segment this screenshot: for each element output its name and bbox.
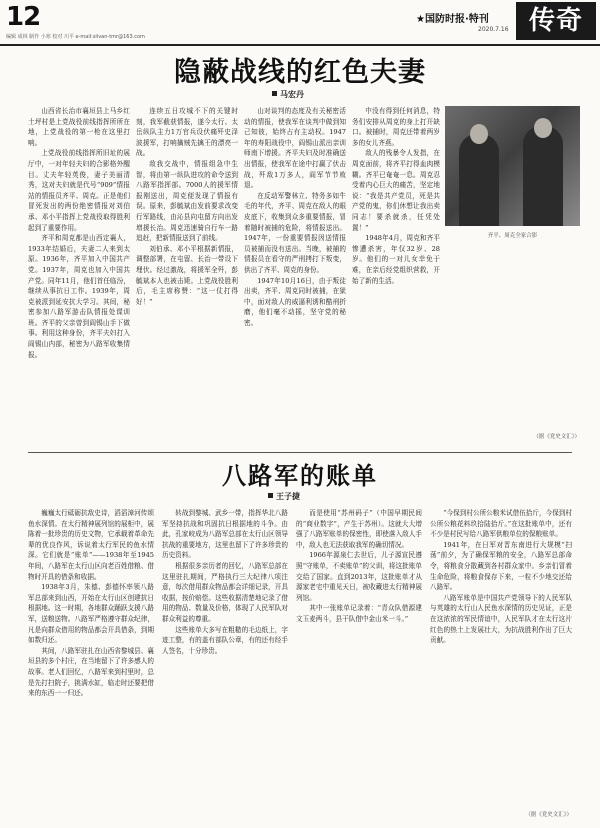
article1-column-4: [445, 246, 580, 426]
issue-date: 2020.7.16: [478, 26, 509, 33]
paragraph: 敌人的残暴令人发指，在周克面前，将齐平打得血肉模糊。齐平已奄奄一息。周克忍受着内心巨大的痛苦，坚定地说：“我是共产党员，死是共产党的鬼，你们休想让我出卖同志！要杀就杀，任凭处置！”: [352, 149, 440, 232]
article1-author: 马宏丹: [280, 90, 304, 99]
editor-credits: 编辑 成林 制作 小寒 校对 川平 e-mail:silvan-tmr@163.com: [6, 34, 145, 40]
page-number: 12: [6, 2, 41, 32]
article2-column-1: [28, 508, 154, 818]
paragraph: 山西省长治市襄垣县上马乡红土坪村是上党战役前线指挥所所在地，上党战役的第一枪在这里打响。: [28, 107, 130, 147]
paragraph: 转战到黎城、武乡一带，指挥华北八路军坚持抗战和巩固抗日根据地的斗争。由此，孔家峧成为八路军总部在太行山区领导抗战的重要地方，这里也留下了许多珍贵的历史资料。: [162, 509, 288, 560]
paragraph: 山对谈判的态度及有关秘密活动的情报，使我军在谈判中做到知己知彼，始终占有主动权。1947年的寿阳战役中，阎锡山派出亲训师南下增援。齐平夫妇及时准确送出情报，使我军在途中打赢了伏击战，歼敌1万多人，阎军节节败退。: [244, 107, 346, 190]
article1-byline: [272, 89, 304, 100]
article2-column-3: [296, 508, 422, 818]
byline-square-icon: [272, 91, 277, 96]
article2-column-2: [162, 508, 288, 818]
paragraph: 而是使用“苏州码子”（中国早期民间的“商业数字”，产生于苏州）。这就大大增强了八路军账单的保密性，即使落入敌人手中，敌人也无法获取我军的确切情况。: [296, 509, 422, 549]
paragraph: 中没有得到任何消息，特务们安排从周克的身上打开缺口。被捕时，周克还带着两岁多的女儿齐燕。: [352, 107, 440, 147]
paragraph: 1941年，在日军对晋东南进行大规模“扫荡”前夕，为了确保军粮的安全，八路军总部命令，将粮食分散藏到各村群众家中。乡亲们冒着生命危险，将粮食保存下来，一粒不少地交还给八路军。: [430, 540, 572, 592]
paragraph: 上党战役前线指挥所旧址的展厅中，一对年轻夫妇的合影格外醒目。丈夫年轻英俊，妻子美丽清秀，这对夫妇就是代号“909”情报站的情报员齐平、周克。正是他们冒死发出的两份绝密情报对刘伯承、邓小平指挥上党战役取得胜利起到了重要作用。: [28, 149, 130, 232]
paragraph: 刘伯承、邓小平根据新情报，调整部署，在屯留、长治一带设下埋伏。经过激战，将援军全歼，彭毓斌本人也被击毙。上党战役胜利后，毛主席称赞：“这一仗打得好！”: [136, 244, 238, 306]
article2-byline: [268, 491, 300, 502]
column-badge: 传奇: [516, 2, 596, 40]
paragraph: 在反动军警林立、特务多如牛毛的年代，齐平、周克在敌人的眼皮底下，收集到众多重要情报，冒着随时被捕的危险，将情报送出。1947年，一份重要情报因送情报员被捕而没有送出。当晚，被捕的情报员在看守的严刑拷打下叛变，供出了齐平、周克的身份。: [244, 191, 346, 274]
paragraph: 其间，八路军驻扎在山西省黎城县、襄垣县的多个村庄，在当地留下了许多感人的故事。老人们回忆，八路军来到村里时，总是先打扫院子，挑满水缸，临走时还要把借来的东西一一归还。: [28, 646, 154, 698]
article1-column-2: [136, 106, 238, 446]
article2-author: 王子捷: [276, 492, 300, 501]
article2-column-4: [430, 508, 572, 808]
article2-title: 八路军的账单: [222, 462, 378, 490]
paragraph: 其中一张账单记录着：“青众队借源建文玉麦两斗，县干队借中金山米一斗。”: [296, 604, 422, 623]
article1-column-3: [244, 106, 346, 446]
paragraph: 这些账单大多写在粗糙的毛边纸上，字迹工整，有的盖有部队公章，有的还有经手人签名，十分珍贵。: [162, 625, 288, 655]
paragraph: 敌我交战中，情报组急中生智，将由第一纵队进攻的命令送到八路军指挥部。7000人的援军情报刚送出，周克便发现了情报有误。原来，彭毓斌由发前要求改变行军路线，由沁县向屯留方向出发增援长治。周克迅速骑自行车一路追赶，把新情报送到了前线。: [136, 159, 238, 243]
paragraph: 1947年10月16日，由于叛徒出卖，齐平、周克同时被捕，在狱中，面对敌人的威逼利诱和酷刑折磨，他们毫不动摇，坚守党的秘密。: [244, 276, 346, 327]
article2-source: （据《党史文汇》）: [525, 812, 572, 818]
section-divider: [28, 452, 572, 453]
paragraph: 1966年源泉仁去世后，儿子源宣民遵照“守账单，不卖账单”的父训，将这批账单交给了国家。直到2013年，这批账单才从源家老宅中重见天日，被收藏进太行精神展列馆。: [296, 551, 422, 602]
page-header: [0, 0, 600, 44]
family-photo: [445, 106, 580, 226]
paragraph: 根据很多亲历者的回忆，八路军总部在这里驻扎期间，严格执行三大纪律八项注意，每次借用群众物品都会详细记录，开具收据，按价赔偿。这些收据清楚地记录了借用的物品、数量及价格，体现了人民军队对群众利益的尊重。: [162, 561, 288, 623]
byline-square-icon: [268, 493, 273, 498]
article1-source: （据《党史文汇》）: [533, 434, 580, 440]
paragraph: 八路军账单是中国共产党领导下的人民军队与英雄的太行山人民鱼水深情的历史见证，正是在这浓浓的军民情谊中，人民军队才在太行这片红色的热土上发展壮大，为抗战胜利作出了巨大贡献。: [430, 593, 572, 645]
paragraph: 连续五日攻城不下的关键时刻，我军截获情报，遂今太行、太岳纵队主力1万官兵设伏痛歼史泽波援军，打响擒贼先擒王的漂亮一战。: [136, 107, 238, 158]
paragraph: 1938年3月，朱德、彭德怀率领八路军总部来到山西，开始在太行山区创建抗日根据地。这一时期，各地群众踊跃支援八路军，送粮送物。八路军严格遵守群众纪律，凡是向群众借用的物品都会开具借条，到期如数归还。: [28, 583, 154, 645]
photo-caption: 齐平、周克全家合影: [487, 233, 538, 239]
article1-column-3b: [352, 106, 440, 446]
article1-title: 隐蔽战线的红色夫妻: [174, 57, 426, 88]
paper-name: ★国防时报·特刊: [416, 14, 489, 25]
paragraph: 1948年4月，周克和齐平惨遭杀害，年仅32岁、28岁。他们的一对儿女幸免于难，在亲后经党组织营救，开始了新的生活。: [352, 234, 440, 285]
paragraph: 巍巍太行砥砺抗敌史诗，滔滔漳河传颂鱼水深情。在太行精神展列馆的展柜中，展陈着一批珍贵的历史文物，它承载着革命先辈的优良作风，诉说着太行军民的鱼水情深。它们就是“账单”——1938年至1945年间，八路军在太行山区向老百姓借粮、借物时开具的借条和收据。: [28, 509, 154, 581]
header-rule: [0, 44, 600, 46]
article1-column-1: [28, 106, 130, 446]
paragraph: 齐平和周克都是山西定襄人，1933年结婚后，夫妻二人来到太原。1936年，齐平加入中国共产党。1937年，周克也加入中国共产党。同年11月，他们首任临汾，继续从事抗日工作。1939年，周克被派到延安抗大学习。其间，秘密参加八路军游击队情报处谍训班。齐平的父亲曾到阎锡山手下做事。利用这种身份，齐平夫妇打入阎锡山内部，秘密为八路军收集情报。: [28, 234, 130, 359]
paragraph: “今保到村公所公粮米试借伍拾斤，今保到村公所公粮花料玖拾陆拾斤。”在这批账单中，还有不少是村民写给八路军供粮单位的保粮账单。: [430, 509, 572, 539]
